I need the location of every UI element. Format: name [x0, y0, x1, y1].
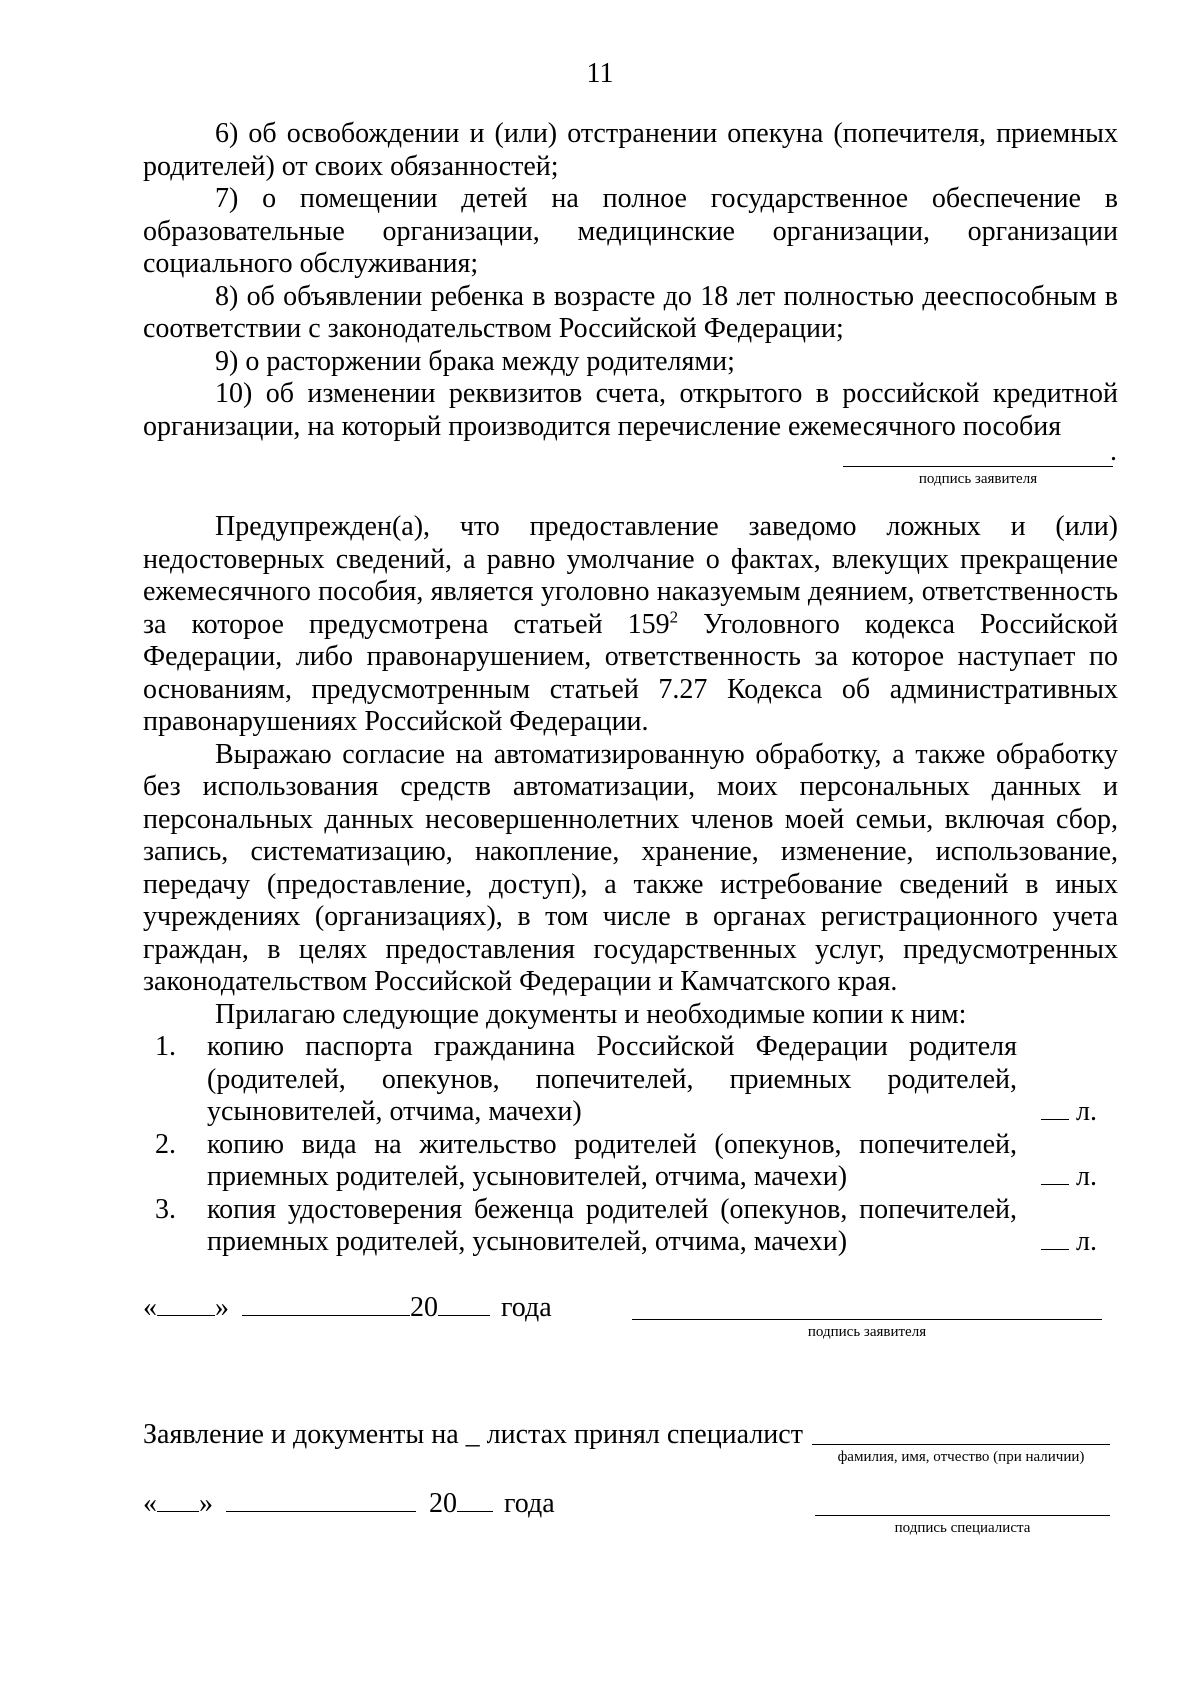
- specialist-name-caption: фамилия, имя, отчество (при наличии): [837, 1449, 1085, 1465]
- month-field[interactable]: [242, 1291, 410, 1316]
- warning-paragraph: [143, 511, 1118, 739]
- warning-superscript: 2: [669, 607, 679, 627]
- grounds-list: [143, 118, 1118, 443]
- year-field[interactable]: [438, 1291, 490, 1316]
- pages-count-field[interactable]: [1041, 1225, 1069, 1250]
- attachment-number: 2.: [155, 1128, 176, 1160]
- close-quote: »: [199, 1488, 213, 1519]
- year-field[interactable]: [457, 1487, 493, 1512]
- warning-text-b: Уголовного кодекса Российской Федерации, либо правонарушением, ответственность за которое наступает по основаниям, предусмотренным статьей 7.27 Кодекса об административных правонарушениях Российской Федерации.: [143, 608, 1118, 737]
- date-line-1: [143, 1291, 552, 1325]
- applicant-signature-caption-1: подпись заявителя: [918, 471, 1038, 487]
- sheets-blank[interactable]: _: [465, 1419, 480, 1450]
- close-quote: »: [215, 1292, 229, 1323]
- ground-item-7: 7) о помещении детей на полное государственное обеспечение в образовательные организации, медицинские организации, организации социального обслуживания;: [143, 183, 1118, 279]
- ground-item-8: 8) об объявлении ребенка в возрасте до 18 лет полностью дееспособным в соответствии с законодательством Российской Федерации;: [143, 280, 1118, 344]
- specialist-name-field[interactable]: [812, 1419, 1110, 1445]
- pages-suffix: л.: [1076, 1161, 1097, 1192]
- attachment-number: 1.: [155, 1031, 176, 1062]
- accepted-suffix: листах принял специалист: [486, 1419, 803, 1450]
- year-prefix: 20: [429, 1488, 457, 1519]
- attachment-text: копию вида на жительство родителей (опекунов, попечителей, приемных родителей, усыновителей, отчима, мачехи): [207, 1128, 1017, 1192]
- applicant-signature-line-2[interactable]: [632, 1294, 1102, 1320]
- attachment-pages: [1017, 1095, 1097, 1129]
- attachments-list: [143, 1031, 1118, 1259]
- attachment-pages: [1017, 1160, 1097, 1194]
- ground-item-9: 9) о расторжении брака между родителями;: [215, 345, 735, 377]
- attachment-item: [143, 1194, 1118, 1259]
- pages-suffix: л.: [1076, 1096, 1097, 1127]
- pages-suffix: л.: [1076, 1226, 1097, 1257]
- warning-section: [143, 511, 1118, 1259]
- applicant-signature-line-1[interactable]: [843, 440, 1113, 467]
- attachment-text: копия удостоверения беженца родителей (опекунов, попечителей, приемных родителей, усыновителей, отчима, мачехи): [207, 1193, 1017, 1257]
- pages-count-field[interactable]: [1041, 1095, 1069, 1120]
- specialist-signature-line[interactable]: [815, 1490, 1110, 1516]
- period-mark: .: [1110, 436, 1117, 467]
- specialist-signature-caption: подпись специалиста: [894, 1520, 1031, 1536]
- applicant-signature-block-2: [632, 1294, 1102, 1341]
- attachment-item: [143, 1031, 1118, 1129]
- date-line-2: [143, 1487, 555, 1521]
- attachment-number: 3.: [155, 1193, 176, 1225]
- applicant-signature-caption-2: подпись заявителя: [807, 1324, 927, 1340]
- consent-paragraph: Выражаю согласие на автоматизированную обработку, а также обработку без использования средств автоматизации, моих персональных данных и персональных данных несовершеннолетних членов моей семьи, включая сбор, запись, систематизацию, накопление, хранение, изменение, использование, передачу (предоставление, доступ), а также истребование сведений в иных учреждениях (организациях), в том числе в органах регистрационного учета граждан, в целях предоставления государственных услуг, предусмотренных законодательством Российской Федерации и Камчатского края.: [143, 738, 1118, 997]
- page-number: 11: [586, 58, 614, 89]
- accepted-prefix: Заявление и документы на: [143, 1419, 459, 1450]
- ground-item-6: 6) об освобождении и (или) отстранении опекуна (попечителя, приемных родителей) от своих обязанностей;: [143, 118, 1118, 182]
- attachment-item: [143, 1129, 1118, 1194]
- attachment-text: копию паспорта гражданина Российской Федерации родителя (родителей, опекунов, попечителей, приемных родителей, усыновителей, отчима, мачехи): [207, 1031, 1017, 1127]
- accepted-line: [143, 1419, 803, 1452]
- day-field[interactable]: [157, 1487, 199, 1512]
- year-word: года: [504, 1488, 555, 1519]
- attachment-pages: [1017, 1225, 1097, 1259]
- ground-item-10: 10) об изменении реквизитов счета, открытого в российской кредитной организации, на который производится перечисление ежемесячного пособия: [143, 378, 1118, 442]
- open-quote: «: [143, 1292, 157, 1323]
- year-word: года: [501, 1292, 552, 1323]
- applicant-signature-block-1: [843, 440, 1113, 488]
- attachments-intro: Прилагаю следующие документы и необходимые копии к ним:: [215, 998, 967, 1030]
- specialist-signature-block: [815, 1490, 1110, 1537]
- year-prefix: 20: [410, 1292, 438, 1323]
- specialist-name-block: [812, 1419, 1110, 1466]
- pages-count-field[interactable]: [1041, 1160, 1069, 1185]
- day-field[interactable]: [157, 1291, 215, 1316]
- month-field[interactable]: [226, 1487, 416, 1512]
- warning-text-a: Предупрежден(а), что предоставление заведомо ложных и (или) недостоверных сведений, а равно умолчание о фактах, влекущих прекращение ежемесячного пособия, является уголовно наказуемым деянием, ответственность за которое предусмотрена статьей 159: [143, 511, 1118, 640]
- open-quote: «: [143, 1488, 157, 1519]
